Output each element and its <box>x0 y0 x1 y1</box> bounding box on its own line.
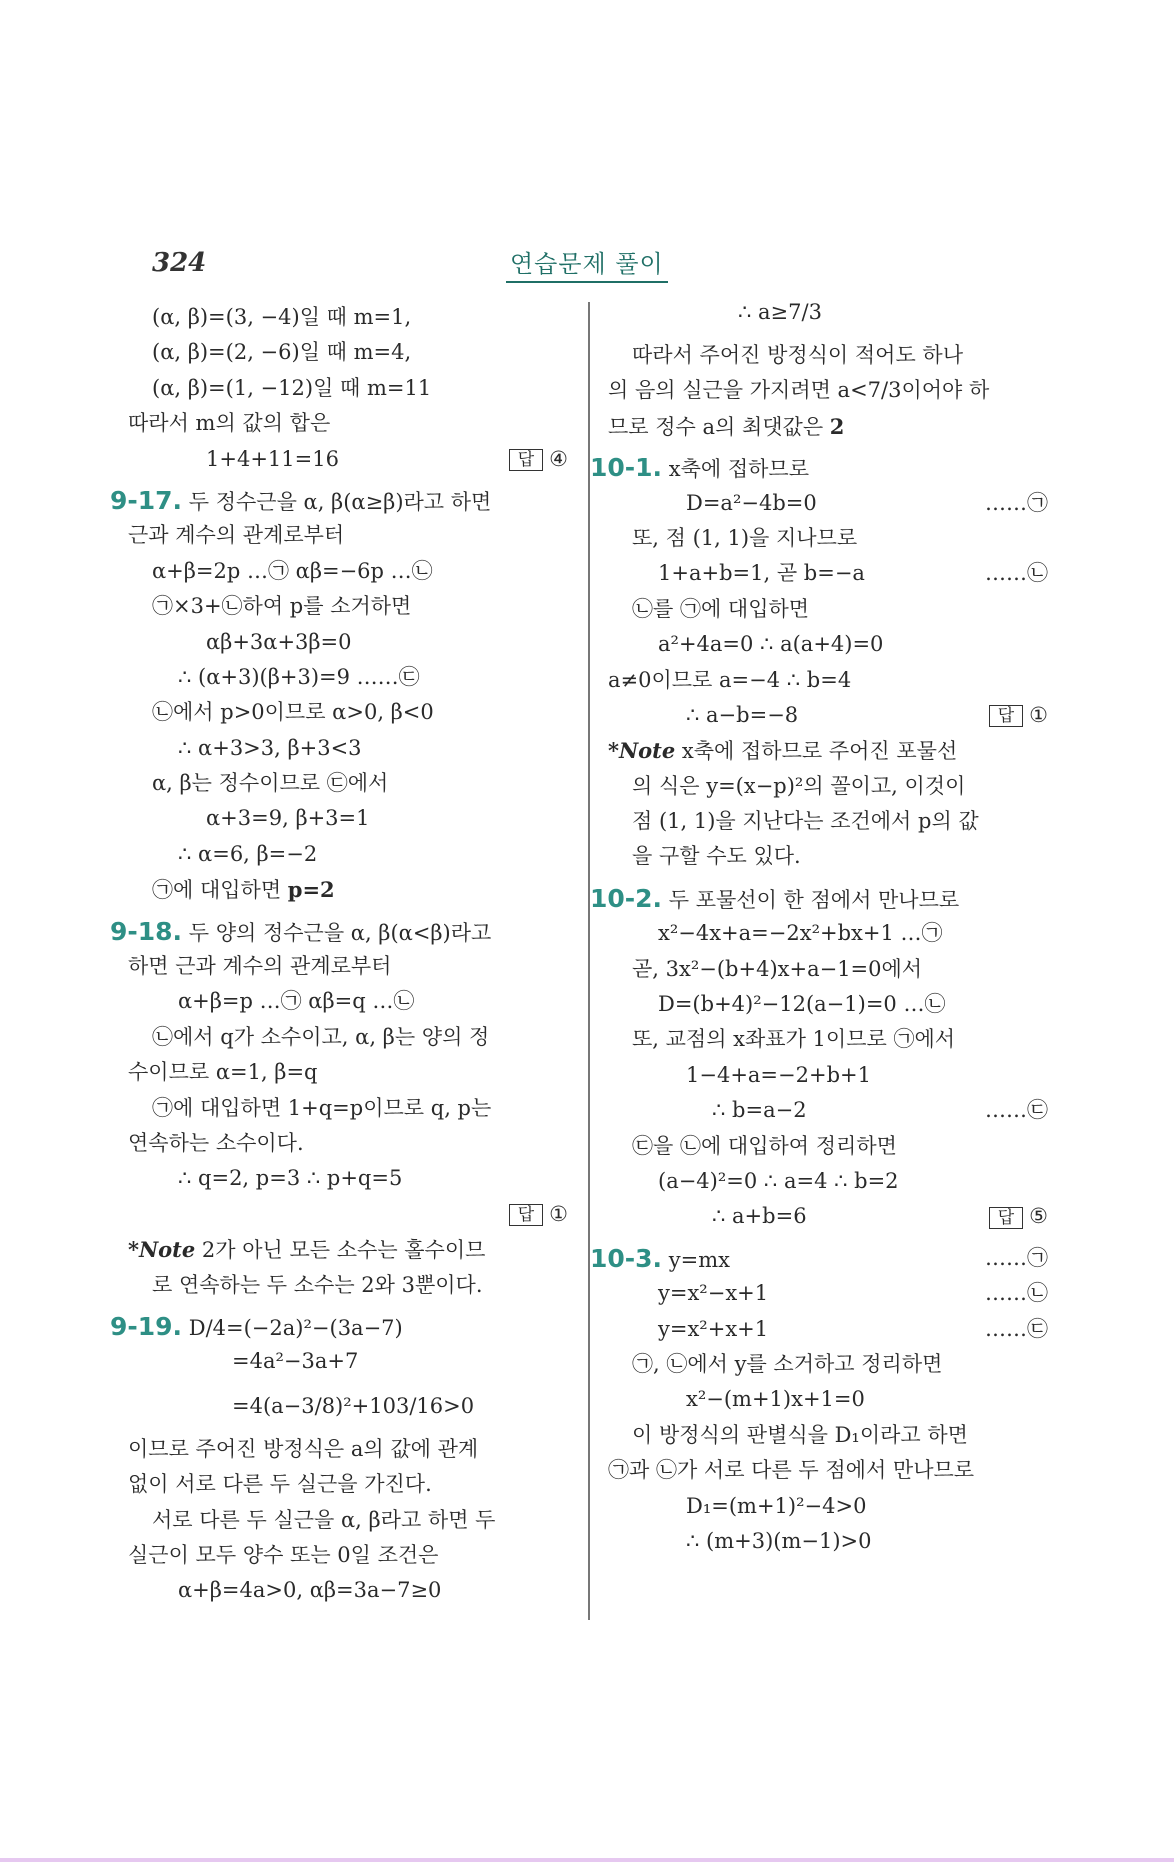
text-line <box>608 1199 1048 1234</box>
text: D/4=(−2a)²−(3a−7) <box>188 1315 403 1340</box>
text-line: ∴ a≥7/3 <box>738 300 822 324</box>
text-line: 수이므로 α=1, β=q <box>128 1060 318 1085</box>
text: x축에 접하므로 <box>668 457 809 482</box>
answer-choice: ① <box>1029 702 1048 727</box>
text-line: ∴ q=2, p=3 ∴ p+q=5 <box>178 1166 403 1191</box>
problem-10-1-header <box>590 450 1048 485</box>
text-line: ㉡에서 p>0이므로 α>0, β<0 <box>152 700 434 725</box>
equation: y=x²−x+1 <box>658 1281 769 1306</box>
text-line <box>128 442 568 477</box>
text-line: αβ+3α+3β=0 <box>206 629 352 654</box>
problem-number: 10-1. <box>590 453 663 483</box>
text-line <box>608 409 1048 444</box>
text-line: ㉠에 대입하면 1+q=p이므로 q, p는 <box>152 1095 492 1120</box>
problem-10-2-header <box>590 881 1048 916</box>
right-column <box>590 300 1048 1559</box>
text-line: 서로 다른 두 실근을 α, β라고 하면 두 <box>152 1507 496 1532</box>
text-line: α+β=4a>0, αβ=3a−7≥0 <box>178 1578 442 1603</box>
text-line: 이 방정식의 판별식을 D₁이라고 하면 <box>632 1422 968 1447</box>
text-line <box>608 486 1048 521</box>
text-line <box>608 556 1048 591</box>
text-line: (α, β)=(3, −4)일 때 m=1, <box>152 305 412 329</box>
text-line <box>608 1093 1048 1128</box>
text-line: (α, β)=(1, −12)일 때 m=11 <box>152 375 432 400</box>
answer-choice: ⑤ <box>1029 1204 1048 1229</box>
problem-10-3-header <box>590 1241 1048 1276</box>
text-line: ∴ α=6, β=−2 <box>178 841 318 866</box>
text-line: ∴ α+3>3, β+3<3 <box>178 735 362 760</box>
left-column <box>110 300 568 1609</box>
text: 두 양의 정수근을 α, β(α<β)라고 <box>188 920 492 945</box>
equation: ∴ a+b=6 <box>712 1204 807 1229</box>
equation-tag: ……㉢ <box>985 1316 1048 1341</box>
text-line: ㉠×3+㉡하여 p를 소거하면 <box>152 594 412 619</box>
equation-tag: ……㉠ <box>985 1245 1048 1270</box>
text-line: 또, 교점의 x좌표가 1이므로 ㉠에서 <box>632 1027 956 1052</box>
text-line: ㉠, ㉡에서 y를 소거하고 정리하면 <box>632 1351 943 1376</box>
equation-tag: ……㉡ <box>985 561 1048 586</box>
text-line <box>608 1276 1048 1311</box>
text-line: ㉠과 ㉡가 서로 다른 두 점에서 만나므로 <box>608 1458 975 1483</box>
problem-9-17-header <box>110 483 568 518</box>
answer-badge: 답 <box>509 449 543 471</box>
text-line: 하면 근과 계수의 관계로부터 <box>128 954 392 979</box>
answer <box>989 1199 1048 1234</box>
text-line: 또, 점 (1, 1)을 지나므로 <box>632 525 858 550</box>
equation: 1+a+b=1, 곧 b=−a <box>658 561 865 586</box>
equation: y=mx <box>668 1247 730 1272</box>
text-line: 연속하는 소수이다. <box>128 1130 304 1155</box>
text: ㉠에 대입하면 <box>152 878 288 903</box>
answer-badge: 답 <box>989 1207 1023 1229</box>
text-line: ㉢을 ㉡에 대입하여 정리하면 <box>632 1133 897 1158</box>
text-line: 의 음의 실근을 가지려면 a<7/3이어야 하 <box>608 378 990 403</box>
equation-tag: ……㉢ <box>985 1098 1048 1123</box>
problem-9-18-header <box>110 914 568 949</box>
problem-number: 10-3. <box>590 1243 663 1273</box>
text-line: (α, β)=(2, −6)일 때 m=4, <box>152 340 412 365</box>
answer <box>509 1197 568 1232</box>
problem-number: 9-19. <box>110 1311 183 1341</box>
page-title: 연습문제 풀이 <box>506 244 668 283</box>
note-line: 로 연속하는 두 소수는 2와 3뿐이다. <box>152 1272 483 1297</box>
text: 두 정수근을 α, β(α≥β)라고 하면 <box>188 489 492 514</box>
text-line: x²−4x+a=−2x²+bx+1 …㉠ <box>658 921 943 946</box>
problem-9-19-header <box>110 1309 568 1344</box>
text-line: a²+4a=0 ∴ a(a+4)=0 <box>658 632 884 657</box>
text-line: D=(b+4)²−12(a−1)=0 …㉡ <box>658 992 946 1017</box>
text-line: 따라서 m의 값의 합은 <box>128 411 331 436</box>
text-line: 곧, 3x²−(b+4)x+a−1=0에서 <box>632 956 923 981</box>
text-line: ∴ (α+3)(β+3)=9 ……㉢ <box>178 664 420 689</box>
note-line: 점 (1, 1)을 지난다는 조건에서 p의 값 <box>632 809 979 834</box>
answer <box>509 442 568 477</box>
text-line: =4a²−3a+7 <box>232 1349 359 1374</box>
problem-number: 10-2. <box>590 883 663 913</box>
answer-choice: ① <box>549 1201 568 1226</box>
text-line: ㉡를 ㉠에 대입하면 <box>632 596 810 621</box>
answer-choice: ④ <box>549 446 568 471</box>
text-line <box>128 872 568 907</box>
problem-number: 9-17. <box>110 485 183 515</box>
equation: ∴ b=a−2 <box>712 1098 807 1123</box>
text: 므로 정수 a의 최댓값은 <box>608 414 830 439</box>
text-line: 1−4+a=−2+b+1 <box>686 1062 871 1087</box>
problem-number: 9-18. <box>110 916 183 946</box>
bottom-border <box>0 1858 1174 1862</box>
text: 두 포물선이 한 점에서 만나므로 <box>668 887 960 912</box>
page-number: 324 <box>152 248 207 278</box>
note-text: x축에 접하므로 주어진 포물선 <box>675 739 958 764</box>
answer-badge: 답 <box>509 1204 543 1226</box>
result: 2 <box>829 413 845 439</box>
answer <box>989 698 1048 733</box>
text-line: 근과 계수의 관계로부터 <box>128 523 345 548</box>
note-label: *Note <box>608 738 676 764</box>
text-line: 이므로 주어진 방정식은 a의 값에 관계 <box>128 1436 479 1461</box>
note-line <box>128 1232 568 1267</box>
equation: ∴ a−b=−8 <box>686 702 799 727</box>
text-line: =4(a−3/8)²+103/16>0 <box>232 1393 475 1418</box>
text-line: D₁=(m+1)²−4>0 <box>686 1493 867 1518</box>
equation-tag: ……㉠ <box>985 490 1048 515</box>
equation: D=a²−4b=0 <box>686 490 817 515</box>
equation: 1+4+11=16 <box>206 446 339 471</box>
text-line <box>608 698 1048 733</box>
text-line: α+β=2p …㉠ αβ=−6p …㉡ <box>152 558 433 583</box>
text-line <box>608 1312 1048 1347</box>
note-text: 2가 아닌 모든 소수는 홀수이므 <box>195 1238 486 1263</box>
text-line: x²−(m+1)x+1=0 <box>686 1387 865 1412</box>
text-line: 따라서 주어진 방정식이 적어도 하나 <box>632 343 963 367</box>
text-line: 없이 서로 다른 두 실근을 가진다. <box>128 1472 432 1497</box>
text-line: (a−4)²=0 ∴ a=4 ∴ b=2 <box>658 1168 899 1193</box>
column-divider <box>588 302 590 1620</box>
text-line: α, β는 정수이므로 ㉢에서 <box>152 771 389 796</box>
note-label: *Note <box>128 1237 196 1263</box>
note-line <box>608 733 1048 768</box>
text-line: a≠0이므로 a=−4 ∴ b=4 <box>608 667 852 692</box>
text-line: α+3=9, β+3=1 <box>206 806 370 831</box>
text-line: 실근이 모두 양수 또는 0일 조건은 <box>128 1542 439 1567</box>
note-line: 을 구할 수도 있다. <box>632 844 801 869</box>
equation: y=x²+x+1 <box>658 1316 769 1341</box>
text-line: ㉡에서 q가 소수이고, α, β는 양의 정 <box>152 1024 490 1049</box>
text-line <box>128 1197 568 1232</box>
text-line: ∴ (m+3)(m−1)>0 <box>686 1528 872 1553</box>
text-line: α+β=p …㉠ αβ=q …㉡ <box>178 989 415 1014</box>
equation-tag: ……㉡ <box>985 1281 1048 1306</box>
answer-badge: 답 <box>989 705 1023 727</box>
result: p=2 <box>287 877 335 903</box>
note-line: 의 식은 y=(x−p)²의 꼴이고, 이것이 <box>632 773 966 798</box>
